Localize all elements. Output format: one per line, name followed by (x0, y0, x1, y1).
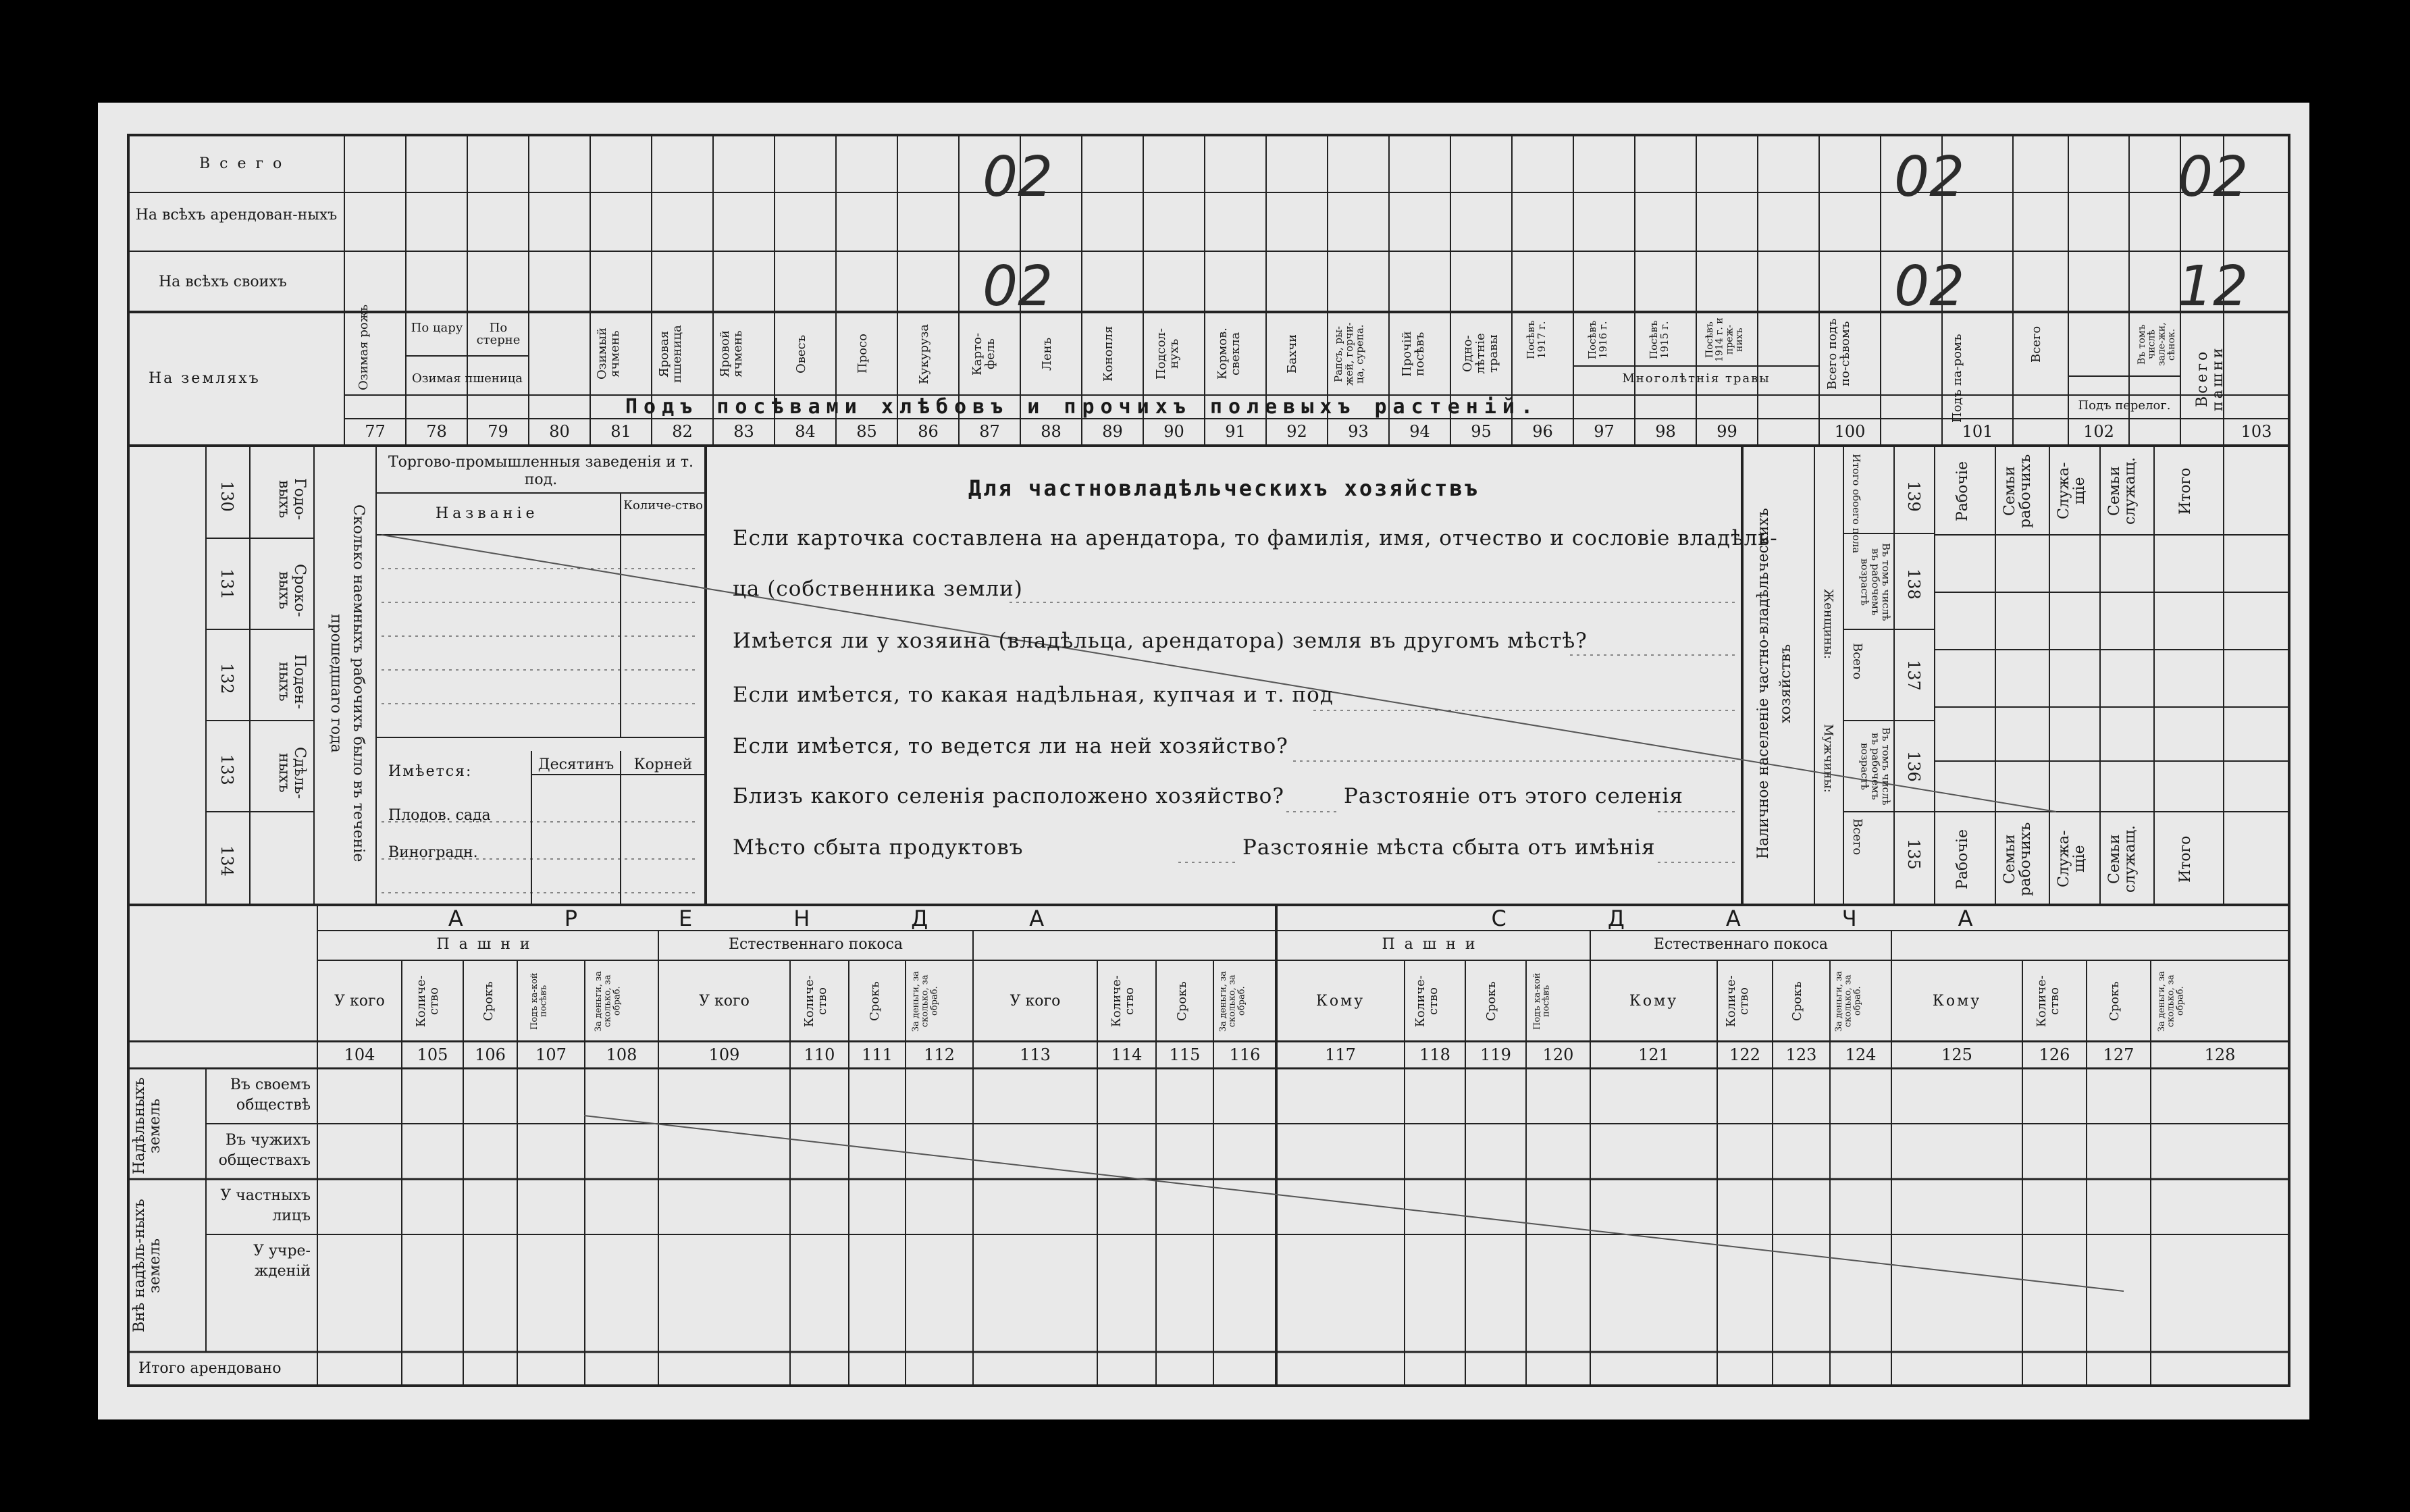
arenda-qty-1: Количе-ство (414, 975, 441, 1027)
bottom-num: 115 (1169, 1045, 1201, 1064)
col-other-crops: Прочій посѣвъ (1400, 331, 1427, 377)
has-row-vineyard: Виноградн. (388, 844, 478, 861)
arenda-pashni: Пашни (436, 936, 540, 953)
trade-title: Торгово-промышленныя заведенія и т. под. (388, 454, 694, 489)
bottom-num: 112 (924, 1045, 955, 1064)
col-under-fallow: Подъ перелог. (2078, 398, 2171, 413)
col-perennial-grass: Многолѣтнія травы (1622, 371, 1771, 386)
hired-title: Сколько наемныхъ рабочихъ было въ теченіе прошедшаго года (328, 504, 367, 862)
col-num: 78 (426, 422, 447, 441)
bottom-num: 105 (417, 1045, 448, 1064)
bottom-num: 120 (1542, 1045, 1574, 1064)
col-incl-meadow: Въ томъ числѣ зале-жи, сѣнок. (2137, 322, 2178, 367)
arenda-pay-1: За деньги, за сколько, за обраб. (594, 970, 623, 1032)
row-institutions: У учре-жденій (253, 1243, 311, 1280)
pop-men-working: Въ томъ числѣ въ рабочемъ возрастѣ (1858, 727, 1892, 806)
row-total: Всего (199, 155, 292, 172)
pop-total: Итого обоего пола (1850, 454, 1862, 554)
census-card (98, 103, 2309, 1419)
sdacha-komu-3: Кому (1932, 993, 1982, 1010)
handwritten-value: 02 (983, 145, 1053, 209)
bottom-num: 104 (344, 1045, 375, 1064)
question-distance-market: Разстояніе мѣста сбыта отъ имѣнія (1242, 835, 1656, 860)
col-num: 89 (1102, 422, 1123, 441)
bottom-num: 121 (1638, 1045, 1669, 1064)
col-num: 102 (2083, 422, 2114, 441)
col-corn: Кукуруза (917, 323, 931, 384)
arenda-qty-3: Количе-ство (1109, 975, 1136, 1027)
sdacha-qty-2: Количе-ство (1724, 975, 1751, 1027)
col-num: 96 (1532, 422, 1553, 441)
handwritten-value: 02 (1894, 145, 1965, 209)
col-num: 100 (1834, 422, 1866, 441)
col-num: 90 (1163, 422, 1184, 441)
bottom-num: 122 (1729, 1045, 1760, 1064)
bottom-num: 124 (1845, 1045, 1877, 1064)
bottom-num: 117 (1325, 1045, 1356, 1064)
bottom-num: 109 (708, 1045, 740, 1064)
col-num: 101 (1962, 422, 1993, 441)
col-total-sown: Всего подъ по-сѣвомъ (1825, 318, 1852, 390)
question-land-elsewhere: Имѣется ли у хозяина (владѣльца, арендатора) земля въ другомъ мѣстѣ? (733, 629, 1588, 653)
col-spring-barley: Яровой ячмень (718, 330, 745, 377)
sdacha-pay-3: За деньги, за сколько, за обраб. (2157, 970, 2186, 1032)
pop-num: 138 (1904, 569, 1924, 600)
population-title: Наличное населеніе частно-владѣльческихъ хозяйствъ (1755, 508, 1794, 859)
col-rapeseed: Рапсъ, ры-жей, горчи-ца, сурепа. (1332, 322, 1366, 386)
trade-qty-header: Количе-ство (623, 498, 703, 513)
arenda-term-2: Срокъ (868, 981, 882, 1021)
col-num: 85 (856, 422, 877, 441)
col-oats: Овесъ (794, 334, 808, 373)
hired-num: 130 (217, 481, 237, 512)
row-total-rented: Итого арендовано (138, 1360, 282, 1377)
col-total-fallow: Всего (2029, 325, 2043, 363)
arenda-ukogo-2: У кого (699, 993, 750, 1010)
col-sown-1914: Посѣвъ 1914 г. и преж-нихъ (1704, 317, 1746, 362)
hired-num: 133 (217, 754, 237, 785)
sdacha-term-3: Срокъ (2107, 981, 2122, 1021)
col-by-fallow: По цару (411, 321, 463, 335)
col-num: 77 (365, 422, 386, 441)
col-num: 99 (1717, 422, 1737, 441)
arenda-header: АРЕНДА (448, 906, 1146, 931)
pop-num: 137 (1904, 660, 1924, 691)
employee-families-bottom: Семьи служащ. (2106, 825, 2139, 893)
private-title: Для частновладѣльческихъ хозяйствъ (968, 475, 1480, 501)
sdacha-pashni: Пашни (1382, 936, 1485, 953)
col-num: 103 (2241, 422, 2272, 441)
has-col-desyatin: Десятинъ (538, 756, 614, 773)
row-own: На всѣхъ своихъ (159, 273, 287, 290)
handwritten-value: 02 (1894, 255, 1965, 319)
bottom-num: 113 (1020, 1045, 1051, 1064)
pop-women-working: Въ томъ числѣ въ рабочемъ возрастѣ (1858, 543, 1892, 621)
has-col-roots: Корней (633, 756, 693, 773)
trade-name-header: Названіе (436, 505, 539, 522)
sdacha-term-2: Срокъ (1790, 981, 1804, 1021)
col-num: 98 (1655, 422, 1676, 441)
workers-top: Рабочіе (1954, 461, 1971, 521)
sdacha-qty-1: Количе-ство (1413, 975, 1440, 1027)
col-by-stubble: По стерне (476, 321, 521, 347)
arenda-term-3: Срокъ (1175, 981, 1189, 1021)
pop-num: 139 (1904, 481, 1924, 512)
pop-num: 135 (1904, 839, 1924, 870)
sdacha-header: СДАЧА (1491, 906, 2074, 931)
col-num: 94 (1409, 422, 1430, 441)
col-num: 80 (549, 422, 570, 441)
bottom-num: 106 (475, 1045, 506, 1064)
bottom-num: 123 (1785, 1045, 1817, 1064)
bottom-num: 128 (2204, 1045, 2236, 1064)
question-owner: Если карточка составлена на арендатора, то фамилія, имя, отчество и сословіе владѣль- (733, 526, 1778, 550)
col-num: 88 (1041, 422, 1062, 441)
col-sunflower: Подсол-нухъ (1154, 328, 1181, 380)
row-other-community: Въ чужихъ обществахъ (218, 1132, 311, 1169)
question-near-village: Близъ какого селенія расположено хозяйство? (733, 784, 1284, 808)
col-sown-1915: Посѣвъ 1915 г. (1648, 320, 1671, 359)
sdacha-pokos: Естественнаго покоса (1653, 936, 1829, 953)
has-row-orchard: Плодов. сада (388, 807, 491, 824)
col-rye: Озимая рожь (357, 304, 371, 390)
col-num: 95 (1471, 422, 1492, 441)
sdacha-komu-2: Кому (1629, 993, 1679, 1010)
col-melons: Бахчи (1285, 334, 1299, 374)
col-fallow: Подъ па-ромъ (1950, 334, 1964, 423)
arenda-term-1: Срокъ (481, 981, 496, 1021)
arenda-ukogo-3: У кого (1010, 993, 1061, 1010)
hired-piece: Сдѣль-ныхъ (275, 746, 308, 800)
hired-num: 134 (217, 845, 237, 877)
bottom-num: 118 (1419, 1045, 1450, 1064)
form-grid (98, 103, 2309, 1419)
bottom-num: 111 (862, 1045, 893, 1064)
has-label: Имѣется: (388, 763, 473, 780)
workers-bottom: Рабочіе (1954, 829, 1971, 889)
col-num: 92 (1286, 422, 1307, 441)
non-allotment-lands: Внѣ надѣль-ныхъ земель (131, 1199, 164, 1333)
sdacha-pay-2: За деньги, за сколько, за обраб. (1834, 970, 1863, 1032)
sdacha-term-1: Срокъ (1484, 981, 1498, 1021)
allotment-lands: Надѣльныхъ земель (131, 1077, 164, 1174)
col-num: 91 (1225, 422, 1246, 441)
col-num: 86 (918, 422, 939, 441)
question-farming: Если имѣется, то ведется ли на ней хозяйство? (733, 734, 1288, 758)
arenda-pay-3: За деньги, за сколько, за обраб. (1218, 970, 1247, 1032)
pop-men-total: Всего (1850, 818, 1864, 856)
workers-families-top: Семьи рабочихъ (2001, 454, 2035, 528)
question-market: Мѣсто сбыта продуктовъ (733, 835, 1024, 860)
col-num: 97 (1594, 422, 1615, 441)
arenda-ukogo-1: У кого (334, 993, 385, 1010)
col-num: 83 (733, 422, 754, 441)
question-owner-cont: ца (собственника земли) (733, 577, 1023, 601)
sdacha-crop-1: Подъ ка-кой посѣвъ (1532, 972, 1552, 1030)
employees-bottom: Служа-щіе (2055, 830, 2089, 888)
bottom-num: 114 (1111, 1045, 1143, 1064)
arenda-crop-1: Подъ ка-кой посѣвъ (529, 972, 549, 1030)
workers-families-bottom: Семьи рабочихъ (2001, 822, 2035, 896)
sdacha-komu-1: Кому (1315, 993, 1365, 1010)
bottom-num: 127 (2103, 1045, 2134, 1064)
col-beet: Кормов. свекла (1215, 328, 1242, 380)
employee-families-top: Семьи служащ. (2106, 457, 2139, 525)
col-flax: Ленъ (1040, 337, 1054, 371)
row-on-lands: На земляхъ (149, 370, 261, 387)
col-num: 93 (1348, 422, 1369, 441)
arenda-qty-2: Количе-ство (802, 975, 829, 1027)
row-rented: На всѣхъ арендован-ныхъ (135, 207, 338, 224)
col-num: 82 (672, 422, 693, 441)
hired-annual: Годо-выхъ (275, 478, 308, 521)
bottom-num: 126 (2039, 1045, 2070, 1064)
crops-banner: Подъ посѣвами хлѣбовъ и прочихъ полевыхъ растеній. (625, 395, 1540, 419)
hired-term: Сроко-выхъ (275, 564, 308, 617)
row-private-persons: У частныхъ лицъ (220, 1187, 311, 1224)
hired-num: 131 (217, 569, 237, 600)
bottom-num: 108 (606, 1045, 637, 1064)
hired-daily: Поден-ныхъ (275, 654, 308, 710)
question-distance-village: Разстояніе отъ этого селенія (1344, 784, 1683, 808)
col-sown-1917: Посѣвъ 1917 г. (1525, 320, 1548, 359)
col-sown-1916: Посѣвъ 1916 г. (1586, 320, 1609, 359)
handwritten-value: 02 (2178, 145, 2249, 209)
col-spring-wheat: Яровая пшеница (657, 325, 684, 383)
col-total-arable: Всего пашни (2194, 345, 2227, 411)
arenda-pokos: Естественнаго покоса (728, 936, 903, 953)
total-top: Итого (2177, 467, 2194, 515)
question-land-type: Если имѣется, то какая надѣльная, купчая и т. под (733, 683, 1334, 707)
arenda-pay-2: За деньги, за сколько, за обраб. (911, 970, 940, 1032)
bottom-num: 116 (1229, 1045, 1261, 1064)
col-millet: Просо (856, 334, 870, 374)
col-winter-wheat: Озимая пшеница (411, 371, 523, 386)
row-own-community: Въ своемъ обществѣ (230, 1076, 311, 1114)
col-num: 84 (795, 422, 816, 441)
sdacha-qty-3: Количе-ство (2035, 975, 2062, 1027)
total-bottom: Итого (2177, 835, 2194, 883)
hired-num: 132 (217, 663, 237, 694)
pop-num: 136 (1904, 751, 1924, 782)
employees-top: Служа-щіе (2055, 462, 2089, 520)
col-potato: Карто-фель (970, 332, 997, 375)
pop-men: Мужчины: (1820, 724, 1835, 793)
col-hemp: Конопля (1101, 325, 1116, 382)
bottom-num: 119 (1480, 1045, 1511, 1064)
col-winter-barley: Озимый ячмень (595, 328, 622, 380)
pop-women-total: Всего (1850, 643, 1864, 680)
col-num: 87 (979, 422, 1000, 441)
bottom-num: 107 (535, 1045, 567, 1064)
bottom-num: 125 (1941, 1045, 1972, 1064)
handwritten-value: 12 (2178, 255, 2249, 319)
pop-women: Женщины: (1820, 589, 1835, 659)
handwritten-value: 02 (983, 255, 1053, 319)
bottom-num: 110 (804, 1045, 835, 1064)
col-annual-grass: Одно-лѣтніе травы (1461, 333, 1500, 375)
col-num: 79 (488, 422, 508, 441)
col-num: 81 (610, 422, 631, 441)
